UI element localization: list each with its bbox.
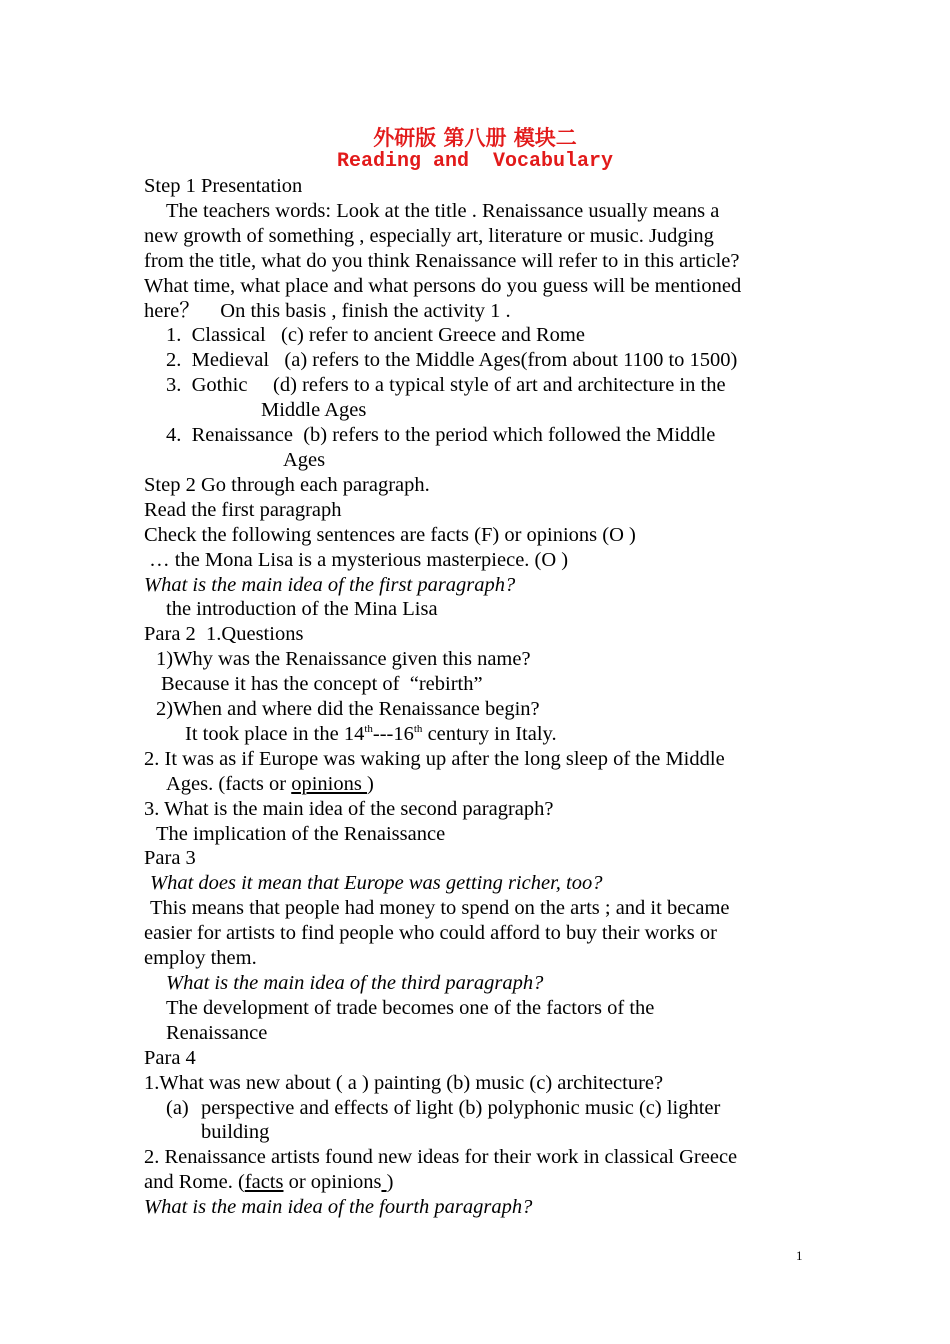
para2-main-idea-answer: The implication of the Renaissance — [156, 822, 446, 845]
para4-answer-1-continued: building — [201, 1121, 270, 1144]
superscript-th: th — [364, 722, 373, 735]
para2-statement-continued — [144, 772, 804, 797]
para3-main-idea-question: What is the main idea of the third paragraph? — [166, 972, 544, 994]
step1-item: 4. Renaissance (b) refers to the period which followed the Middle — [166, 424, 716, 447]
para4-statement: 2. Renaissance artists found new ideas for their work in classical Greece — [144, 1146, 738, 1169]
step1-intro-line: new growth of something , especially art, literature or music. Judging — [144, 224, 714, 247]
statement-text: Ages. (facts or — [166, 772, 292, 795]
para4-question-1: 1.What was new about ( a ) painting (b) music (c) architecture? — [144, 1071, 664, 1094]
statement-text: and Rome. ( — [144, 1171, 245, 1194]
step1-heading: Step 1 Presentation — [144, 175, 303, 197]
para3-answer-line: easier for artists to find people who could afford to buy their works or — [144, 922, 717, 945]
answer-label: (a) — [166, 1096, 189, 1119]
para2-question-2: 2)When and where did the Renaissance begin? — [156, 698, 540, 721]
document-body — [144, 174, 804, 1220]
step1-intro-line: here？ On this basis , finish the activity 1 . — [144, 299, 511, 322]
para4-answer-1 — [144, 1096, 804, 1121]
superscript-th: th — [413, 722, 423, 735]
para4-statement-continued — [144, 1170, 804, 1195]
step1-intro-line: The teachers words: Look at the title . Renaissance usually means a — [166, 199, 720, 222]
para2-answer-2 — [144, 722, 804, 747]
para2-heading: Para 2 1.Questions — [144, 623, 304, 646]
para4-heading: Para 4 — [144, 1046, 196, 1069]
statement-text: ) — [386, 1171, 394, 1194]
para3-answer-line: employ them. — [144, 947, 257, 970]
underlined-answer: opinions — [291, 772, 367, 795]
answer-2-text: century in Italy. — [422, 722, 557, 745]
mona-lisa-sentence: … the Mona Lisa is a mysterious masterpiece. (O ) — [144, 548, 569, 571]
step1-item-continued: Ages — [283, 448, 326, 471]
answer-2-text: ---16 — [372, 722, 414, 745]
para2-main-idea-question: 3. What is the main idea of the second paragraph? — [144, 797, 554, 820]
title-chinese: 外研版 第八册 模块二 — [373, 126, 577, 150]
para3-heading: Para 3 — [144, 847, 196, 870]
para2-answer-1: Because it has the concept of “rebirth” — [161, 673, 483, 696]
statement-text: or opinions — [283, 1171, 382, 1194]
title-english: Reading and Vocabulary — [336, 150, 614, 173]
answer-2-text: It took place in the 14 — [185, 722, 365, 745]
para2-statement: 2. It was as if Europe was waking up after the long sleep of the Middle — [144, 747, 725, 770]
answer-text: perspective and effects of light (b) polyphonic music (c) lighter — [201, 1096, 721, 1119]
main-idea-question-1: What is the main idea of the first paragraph? — [144, 573, 516, 596]
para2-question-1: 1)Why was the Renaissance given this name? — [156, 648, 531, 671]
step1-item: 2. Medieval (a) refers to the Middle Ages(from about 1100 to 1500) — [166, 349, 738, 372]
step2-heading: Step 2 Go through each paragraph. — [144, 473, 430, 496]
page-number: 1 — [796, 1248, 803, 1263]
step1-item: 1. Classical (c) refer to ancient Greece and Rome — [166, 324, 585, 347]
check-instruction: Check the following sentences are facts (F) or opinions (O ) — [144, 523, 636, 546]
step1-item-continued: Middle Ages — [261, 399, 367, 422]
para3-main-idea-answer: The development of trade becomes one of the factors of the — [166, 996, 655, 1019]
para3-question: What does it mean that Europe was getting richer, too? — [150, 872, 603, 895]
step1-intro-line: What time, what place and what persons do you guess will be mentioned — [144, 274, 742, 297]
step1-intro-line: from the title, what do you think Renaissance will refer to in this article? — [144, 249, 740, 272]
main-idea-answer-1: the introduction of the Mina Lisa — [166, 598, 438, 621]
para4-main-idea-question: What is the main idea of the fourth paragraph? — [144, 1196, 533, 1219]
underlined-answer: facts — [244, 1171, 284, 1194]
statement-text: ) — [366, 772, 374, 795]
para3-main-idea-answer: Renaissance — [166, 1021, 268, 1044]
read-first-paragraph: Read the first paragraph — [144, 498, 342, 521]
para3-answer-line: This means that people had money to spend on the arts ; and it became — [150, 897, 730, 920]
step1-item: 3. Gothic (d) refers to a typical style of art and architecture in the — [166, 374, 726, 397]
